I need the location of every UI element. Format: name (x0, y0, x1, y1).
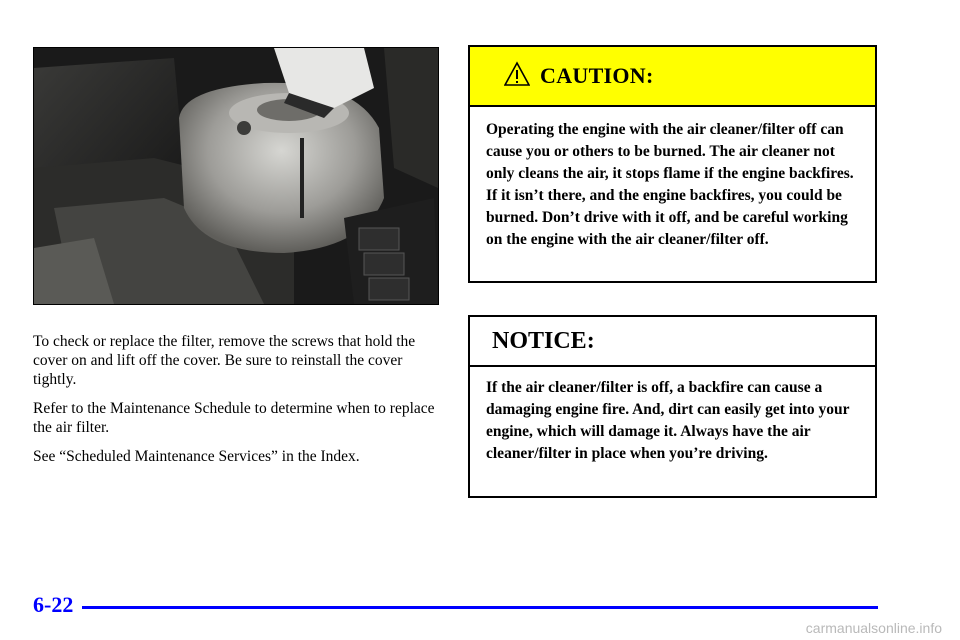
caution-box (468, 45, 877, 283)
page-number: 6-22 (33, 592, 74, 617)
engine-air-cleaner-photo-icon (34, 48, 438, 304)
body-text (33, 332, 443, 476)
caution-text: Operating the engine with the air cleaner/filter off can cause you or others to be burned. The air cleaner not only cleans the air, it stops flame if the engine backfires. If it isn’t there, and the engine backfires, you could be burned. Don’t drive with it off, and be careful working on the engine with the air cleaner/filter off. (486, 121, 854, 248)
watermark: carmanualsonline.info (805, 620, 942, 636)
notice-box (468, 315, 877, 498)
notice-title: NOTICE: (492, 327, 595, 354)
warning-triangle-icon (504, 61, 530, 87)
engine-air-cleaner-photo (33, 47, 439, 305)
paragraph-see-index: See “Scheduled Maintenance Services” in the Index. (33, 448, 360, 465)
notice-text: If the air cleaner/filter is off, a backfire can cause a damaging engine fire. And, dirt can easily get into your engine, which will damage it. Always have the air cleaner/filter in place when you’re driving. (486, 379, 850, 462)
paragraph-maintenance-schedule: Refer to the Maintenance Schedule to determine when to replace the air filter. (33, 400, 435, 436)
paragraph-filter-replace: To check or replace the filter, remove the screws that hold the cover on and lift off the cover. Be sure to reinstall the cover tightly. (33, 333, 416, 388)
notice-header (470, 317, 875, 367)
caution-title: CAUTION: (540, 63, 654, 88)
caution-header (470, 47, 875, 107)
footer-rule (82, 606, 878, 609)
